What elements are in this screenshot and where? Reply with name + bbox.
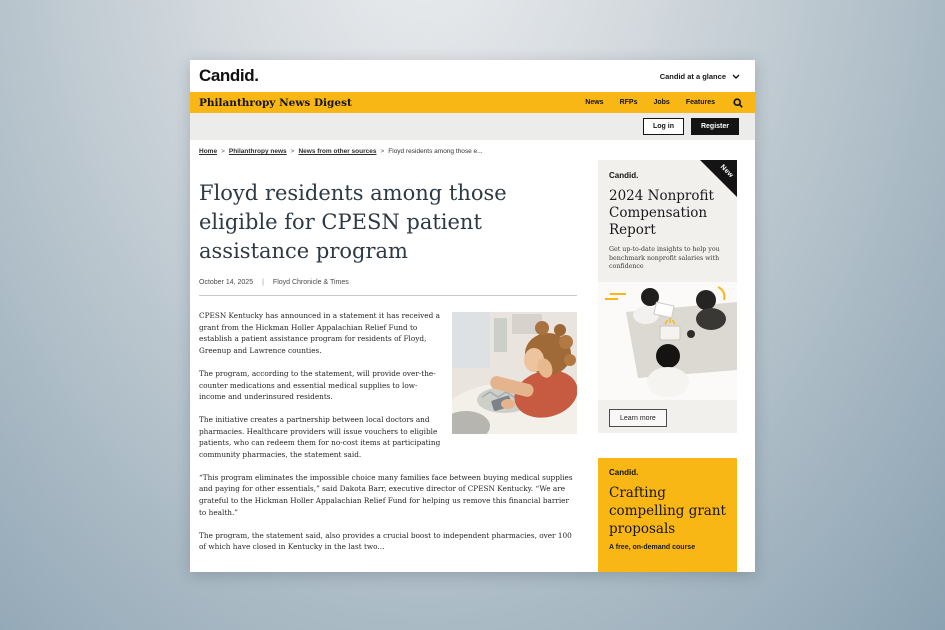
girl-with-phone-photo [452, 312, 577, 434]
article-source: Floyd Chronicle & Times [272, 279, 349, 286]
site-header [190, 60, 755, 92]
report-ad-title: 2024 Nonprofit Compensation Report [609, 188, 714, 238]
article-paragraph-5: The program, the statement said, also provides a crucial boost to independent pharmacies, over 100 of which have closed in Kentucky in the last two... [199, 530, 572, 552]
report-ad-description: Get up-to-date insights to help you benchmark nonprofit salaries with confidence [609, 246, 720, 271]
article-body [199, 310, 577, 553]
login-button[interactable]: Log in [643, 118, 684, 135]
article-paragraph-1: CPESN Kentucky has announced in a statement it has received a grant from the Hickman Holler Appalachian Relief Fund to establish a patient assistance program for residents of Floyd, Greenup and Lawrence counties. [199, 311, 440, 356]
glance-label: Candid at a glance [659, 71, 726, 81]
register-button[interactable]: Register [691, 118, 739, 135]
breadcrumb [199, 148, 737, 155]
article-title: Floyd residents among those eligible for CPESN patient assistance program [199, 181, 507, 263]
sidebar [598, 160, 737, 572]
compensation-report-ad[interactable] [598, 160, 737, 433]
breadcrumb-separator: > [290, 148, 295, 155]
new-ribbon-label: New [718, 163, 735, 180]
article-meta [199, 279, 577, 286]
article-date: October 14, 2025 [199, 279, 254, 286]
article-paragraph-3: The initiative creates a partnership between local doctors and pharmacies. Healthcare providers will issue vouchers to eligible patients, who can redeem them for no-cost items at participating community pharmacies, the statement said. [199, 414, 441, 460]
breadcrumb-other-sources[interactable]: News from other sources [298, 148, 377, 155]
breadcrumb-philanthropy-news[interactable]: Philanthropy news [228, 148, 287, 155]
utility-bar [190, 113, 755, 140]
ad-candid-logo: Candid. [609, 171, 639, 180]
article [199, 179, 577, 553]
candid-logo[interactable]: Candid. [199, 66, 259, 85]
divider [199, 295, 577, 296]
pnd-brand-link[interactable]: Philanthropy News Digest [199, 96, 352, 109]
breadcrumb-home[interactable]: Home [199, 148, 218, 155]
main-nav [190, 92, 755, 113]
grant-proposals-course-ad[interactable] [598, 458, 737, 572]
article-paragraph-2: The program, according to the statement, will provide over-the-counter medications and essential medical supplies to low-income and underinsured residents. [199, 368, 436, 402]
breadcrumb-separator: > [380, 148, 385, 155]
report-ad-photo [598, 282, 737, 400]
candid-at-a-glance-menu[interactable] [660, 72, 740, 81]
site-page [190, 60, 755, 572]
nav-items [585, 98, 743, 108]
meta-separator: | [262, 279, 264, 286]
course-ad-subtitle: A free, on-demand course [609, 544, 696, 551]
search-icon[interactable] [733, 98, 743, 108]
ad-candid-logo: Candid. [609, 468, 639, 477]
new-ribbon [700, 160, 737, 197]
learn-more-button[interactable]: Learn more [609, 409, 667, 427]
nav-item-rfps[interactable]: RFPs [619, 99, 638, 106]
course-ad-title: Crafting compelling grant proposals [609, 485, 726, 537]
nav-item-news[interactable]: News [585, 99, 604, 106]
article-image [452, 312, 577, 434]
article-paragraph-4: “This program eliminates the impossible choice many families face between buying medical supplies and paying for other essentials,” said Dakota Barr, executive director of CPESN Kentucky. “We are grateful to the Hickman Holler Appalachian Relief Fund for helping us remove this financial barrier to health.” [199, 472, 573, 517]
people-at-table-photo [598, 282, 737, 400]
content-area [190, 140, 755, 572]
breadcrumb-separator: > [221, 148, 225, 155]
nav-item-jobs[interactable]: Jobs [653, 99, 670, 106]
chevron-down-icon [732, 72, 740, 81]
breadcrumb-current-page: Floyd residents among those e... [388, 148, 483, 155]
nav-item-features[interactable]: Features [685, 99, 715, 106]
